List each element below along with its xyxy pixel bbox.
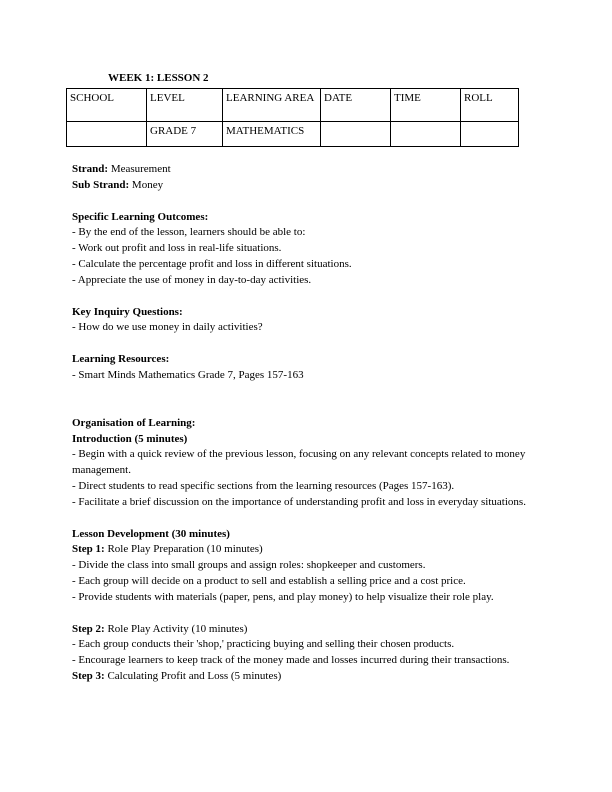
list-item: - Work out profit and loss in real-life situations.: [72, 242, 282, 255]
list-item: - By the end of the lesson, learners should be able to:: [72, 226, 306, 239]
list-item: - Encourage learners to keep track of the money made and losses incurred during their transactions.: [72, 654, 510, 667]
strand-label: Strand:: [72, 163, 109, 175]
table-header-row: [67, 89, 519, 122]
list-item: - Direct students to read specific sections from the learning resources (Pages 157-163).: [72, 479, 455, 492]
week-title: WEEK 1: LESSON 2: [108, 72, 209, 84]
step1-line: [72, 542, 542, 558]
sub-strand-value: Money: [131, 178, 164, 191]
sub-strand-label: Sub Strand:: [72, 178, 130, 191]
step3-line: [72, 669, 542, 685]
step3-label: Step 3:: [72, 669, 105, 682]
list-item: - Provide students with materials (paper, pens, and play money) to help visualize their role play.: [72, 590, 494, 603]
list-item: - Begin with a quick review of the previous lesson, focusing on any relevant concepts related to money management.: [72, 448, 526, 477]
organisation-heading-text: Organisation of Learning:: [72, 416, 196, 429]
list-item: - Each group will decide on a product to sell and establish a selling price and a cost price.: [72, 574, 466, 587]
table-cell: GRADE 7: [147, 122, 223, 147]
list-item: - Smart Minds Mathematics Grade 7, Pages 157-163: [72, 368, 304, 381]
outcomes-heading-text: Specific Learning Outcomes:: [72, 210, 209, 223]
table-row: [67, 122, 519, 147]
list-item: - How do we use money in daily activities?: [72, 321, 263, 334]
inquiry-heading-text: Key Inquiry Questions:: [72, 305, 183, 318]
lesson-content: [72, 162, 542, 685]
development-heading-text: Lesson Development (30 minutes): [72, 527, 230, 540]
development-heading: [72, 527, 542, 543]
table-header-cell: ROLL: [461, 89, 519, 122]
list-item: - Calculate the percentage profit and loss in different situations.: [72, 257, 352, 270]
step1-title: Role Play Preparation (10 minutes): [107, 543, 263, 556]
table-cell: [461, 122, 519, 147]
outcomes-heading: [72, 210, 542, 226]
table-cell: [321, 122, 391, 147]
table-header-cell: LEARNING AREA: [223, 89, 321, 122]
table-cell: [67, 122, 147, 147]
table-header-cell: DATE: [321, 89, 391, 122]
resources-heading: [72, 352, 542, 368]
sub-strand-line: [72, 178, 542, 194]
list-item: - Each group conducts their 'shop,' practicing buying and selling their chosen products.: [72, 638, 455, 651]
table-cell: [391, 122, 461, 147]
table-cell: MATHEMATICS: [223, 122, 321, 147]
organisation-heading: [72, 416, 542, 432]
table-header-cell: TIME: [391, 89, 461, 122]
step2-line: [72, 622, 542, 638]
step2-label: Step 2:: [72, 622, 105, 635]
step1-label: Step 1:: [72, 543, 105, 556]
table-header-cell: SCHOOL: [67, 89, 147, 122]
resources-heading-text: Learning Resources:: [72, 353, 170, 366]
inquiry-heading: [72, 305, 542, 321]
list-item: - Divide the class into small groups and assign roles: shopkeeper and customers.: [72, 559, 426, 572]
introduction-heading-text: Introduction (5 minutes): [72, 432, 188, 445]
introduction-heading: [72, 432, 542, 448]
step2-title: Role Play Activity (10 minutes): [107, 622, 248, 635]
lesson-info-table: [66, 88, 519, 147]
list-item: - Facilitate a brief discussion on the importance of understanding profit and loss in everyday situations.: [72, 495, 526, 508]
strand-line: [72, 162, 542, 178]
table-header-cell: LEVEL: [147, 89, 223, 122]
strand-value: Measurement: [110, 163, 171, 175]
list-item: - Appreciate the use of money in day-to-day activities.: [72, 273, 312, 286]
step3-title: Calculating Profit and Loss (5 minutes): [107, 669, 282, 682]
